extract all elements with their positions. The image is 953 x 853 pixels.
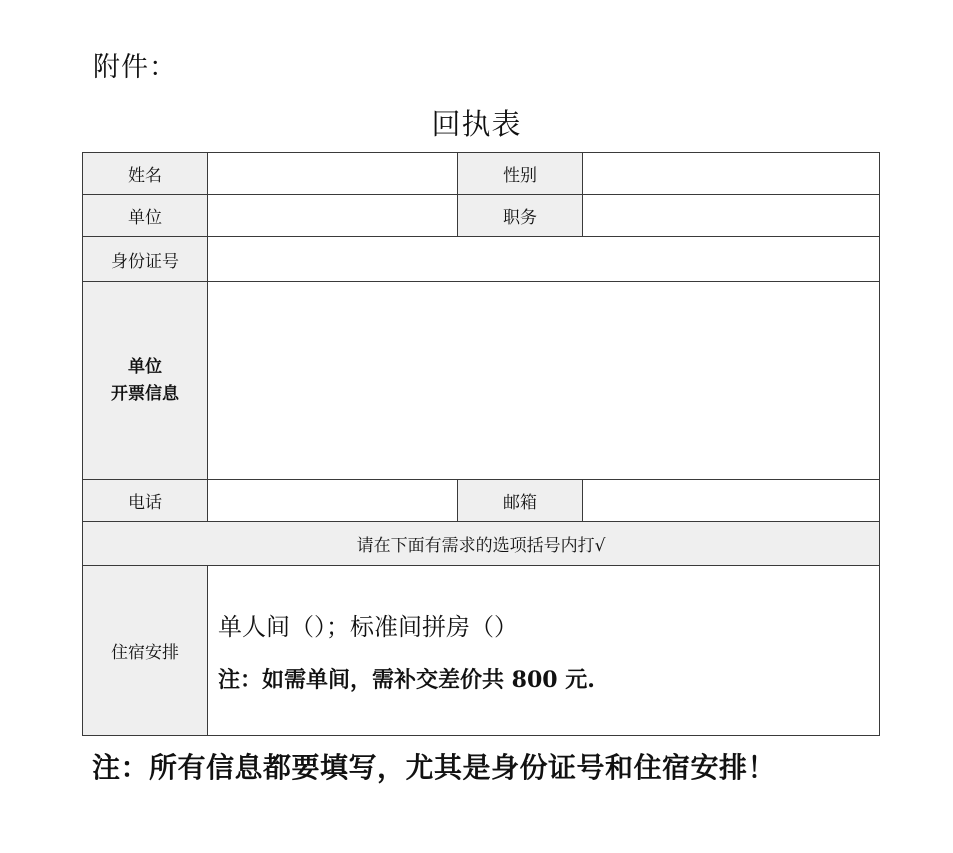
row-organization-position <box>83 195 880 237</box>
gender-label: 性别 <box>458 153 583 195</box>
invoice-label-line1: 单位 <box>128 356 162 377</box>
position-label: 职务 <box>458 195 583 237</box>
lodging-note: 注：如需单间，需补交差价共 800 元. <box>218 666 595 693</box>
instruction-text: 请在下面有需求的选项括号内打√ <box>83 522 880 566</box>
name-label: 姓名 <box>83 153 208 195</box>
id-number-label: 身份证号 <box>83 237 208 282</box>
receipt-form-table <box>82 152 880 736</box>
lodging-options[interactable]: 单人间（）；标准间拼房（） <box>218 612 518 641</box>
organization-input-cell[interactable] <box>208 195 458 237</box>
attachment-label: 附件： <box>93 52 177 83</box>
phone-input-cell[interactable] <box>208 480 458 522</box>
row-name-gender <box>83 153 880 195</box>
lodging-cell <box>208 566 880 736</box>
invoice-info-label <box>83 282 208 480</box>
gender-input-cell[interactable] <box>583 153 880 195</box>
row-instruction <box>83 522 880 566</box>
position-input-cell[interactable] <box>583 195 880 237</box>
name-input-cell[interactable] <box>208 153 458 195</box>
row-id-number <box>83 237 880 282</box>
row-phone-email <box>83 480 880 522</box>
row-lodging <box>83 566 880 736</box>
invoice-info-input-cell[interactable] <box>208 282 880 480</box>
lodging-label: 住宿安排 <box>83 566 208 736</box>
email-input-cell[interactable] <box>583 480 880 522</box>
phone-label: 电话 <box>83 480 208 522</box>
form-title: 回执表 <box>431 107 522 141</box>
organization-label: 单位 <box>83 195 208 237</box>
row-invoice-info <box>83 282 880 480</box>
footer-note: 注：所有信息都要填写，尤其是身份证号和住宿安排！ <box>92 751 777 784</box>
id-number-input-cell[interactable] <box>208 237 880 282</box>
email-label: 邮箱 <box>458 480 583 522</box>
invoice-label-line2: 开票信息 <box>111 383 179 404</box>
